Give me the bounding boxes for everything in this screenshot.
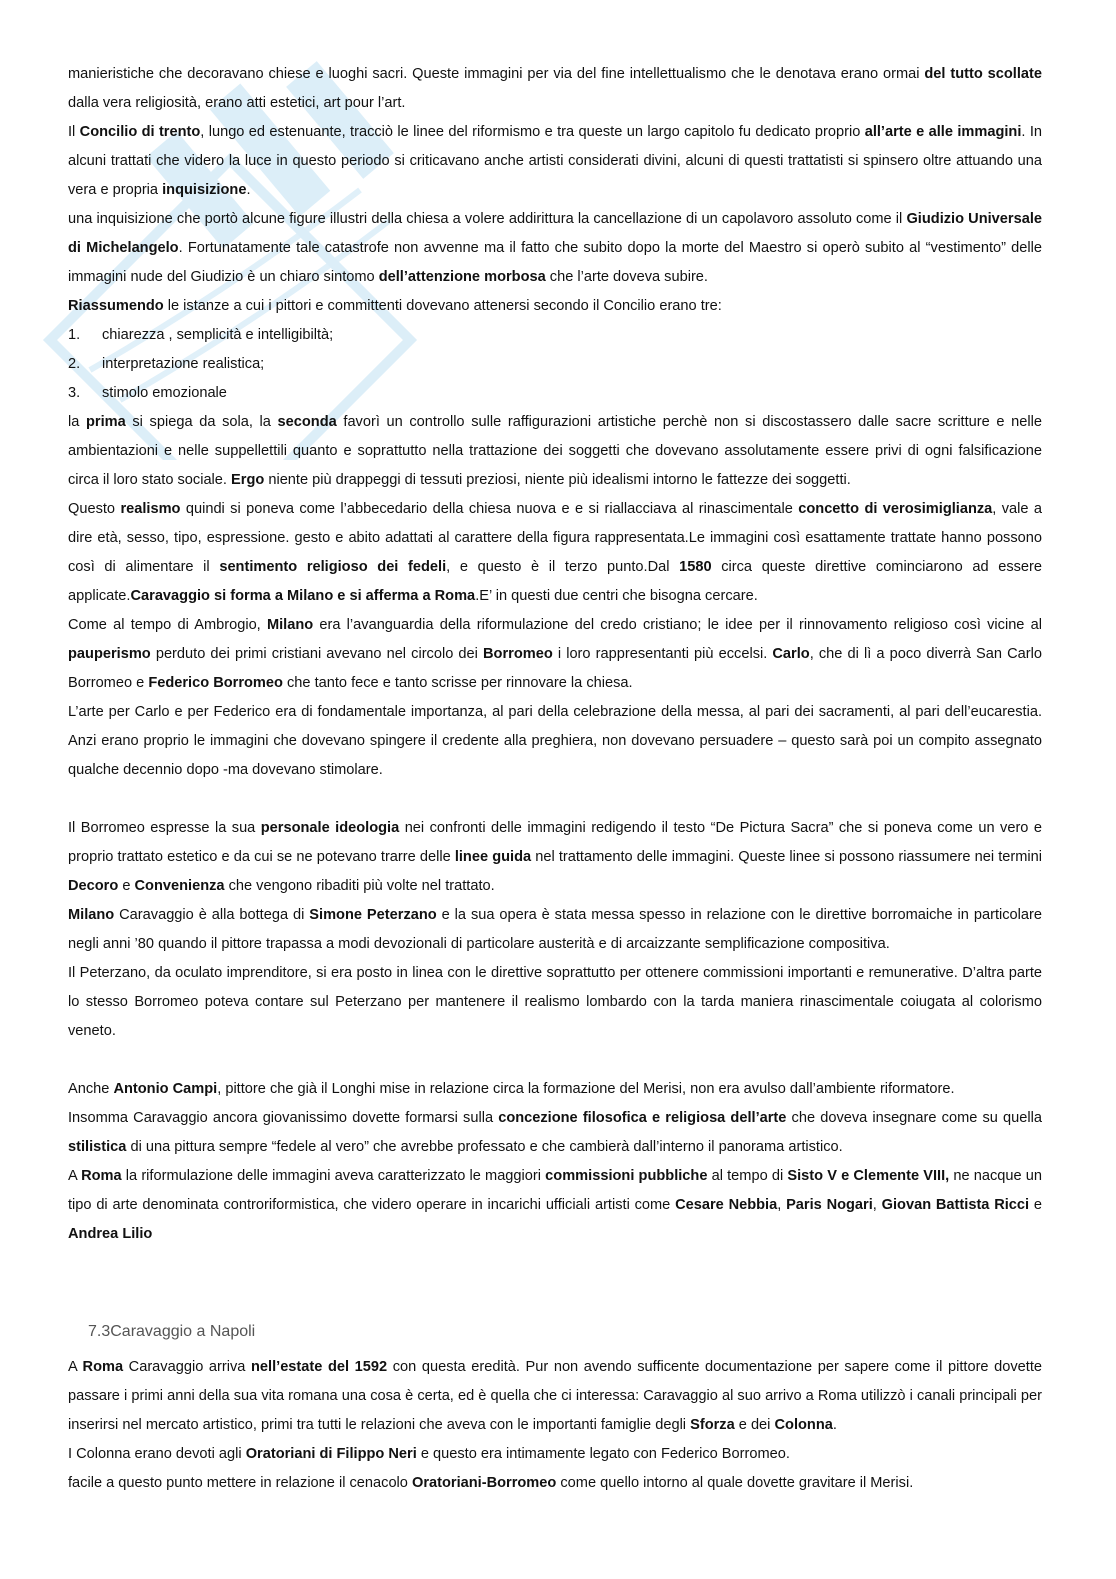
list-item — [68, 321, 1042, 350]
text-run: Come al tempo di Ambrogio, — [68, 617, 267, 633]
text-run: nel trattamento delle immagini. Queste linee si possono riassumere nei termini — [531, 849, 1043, 865]
bold-text: Caravaggio si forma a Milano e si afferma a Roma — [130, 588, 476, 604]
paragraph — [68, 408, 1042, 495]
document-body — [68, 60, 1042, 1498]
bold-text: Sisto V e Clemente VIII, — [787, 1168, 950, 1184]
text-run: si spiega da sola, la — [125, 414, 278, 430]
bold-text: Giovan Battista Ricci — [881, 1197, 1030, 1213]
list-text: chiarezza , semplicità e intelligibiltà; — [102, 327, 334, 343]
paragraph — [68, 814, 1042, 901]
paragraph — [68, 118, 1042, 205]
text-run: e dei — [734, 1417, 775, 1433]
list-text: interpretazione realistica; — [102, 356, 265, 372]
text-run: , lungo ed estenuante, tracciò le linee del riformismo e tra queste un largo capitolo fu dedicato proprio — [200, 124, 865, 140]
paragraph-spacer — [68, 1046, 1042, 1075]
text-run: . — [246, 182, 251, 198]
bold-text: Roma — [82, 1359, 124, 1375]
text-run: ne nacque un tipo di arte denominata controriformistica, che videro operare in incarichi ufficiali artisti come — [68, 1168, 1043, 1213]
text-run: una inquisizione che portò alcune figure illustri della chiesa a volere addirittura la cancellazione di un capolavoro assoluto come il — [68, 211, 907, 227]
bold-text: Antonio Campi — [113, 1081, 218, 1097]
text-run: Insomma Caravaggio ancora giovanissimo dovette formarsi sulla — [68, 1110, 499, 1126]
text-run: , — [872, 1197, 882, 1213]
bold-text: Cesare Nebbia — [675, 1197, 778, 1213]
bold-text: stilistica — [68, 1139, 127, 1155]
text-run: con questa eredità. Pur non avendo sufficente documentazione per sapere come il pittore dovette passare i primi anni della sua vita romana una cosa è certa, ed è quella che ci interessa: Caravaggio al suo arrivo a Roma utilizzò i canali principali per inserirsi nel mercato artistico, primi tra tutti le relazioni che aveva con le importanti famiglie degli — [68, 1359, 1043, 1433]
bold-text: Roma — [81, 1168, 122, 1184]
paragraph — [68, 205, 1042, 292]
bold-text: Milano — [266, 617, 314, 633]
paragraph — [68, 1162, 1042, 1249]
text-run: Il Peterzano, da oculato imprenditore, si era posto in linea con le direttive soprattutto per ottenere commissioni importanti e remunerative. D’altra parte lo stesso Borromeo poteva contare sul Peterzano per mantenere il realismo lombardo con la tarda maniera rinascimentale coiugata al colorismo veneto. — [68, 965, 1042, 1039]
section-borromeo — [68, 814, 1042, 1046]
list-item — [68, 350, 1042, 379]
bold-text: Convenienza — [134, 878, 225, 894]
paragraph — [68, 1104, 1042, 1162]
bold-text: Borromeo — [483, 646, 553, 662]
text-run: perduto dei primi cristiani avevano nel circolo dei — [150, 646, 484, 662]
paragraph — [68, 611, 1042, 698]
text-run: la — [68, 414, 86, 430]
text-run: e — [118, 878, 135, 894]
text-run: la riformulazione delle immagini aveva caratterizzato le maggiori — [121, 1168, 546, 1184]
bold-text: Concilio di trento — [79, 124, 201, 140]
text-run: . — [832, 1417, 837, 1433]
bold-text: Milano — [68, 907, 115, 923]
bold-text: sentimento religioso dei fedeli — [219, 559, 447, 575]
text-run: Caravaggio arriva — [123, 1359, 251, 1375]
bold-text: Ergo — [231, 472, 265, 488]
bold-text: Federico Borromeo — [148, 675, 283, 691]
list-number: 1. — [68, 327, 81, 343]
bold-text: personale ideologia — [260, 820, 400, 836]
text-run: , e questo è il terzo punto.Dal — [446, 559, 680, 575]
bold-text: inquisizione — [162, 182, 247, 198]
text-run: che tanto fece e tanto scrisse per rinnovare la chiesa. — [282, 675, 633, 691]
text-run: Questo — [68, 501, 121, 517]
text-run: Anche — [68, 1081, 114, 1097]
text-run: manieristiche che decoravano chiese e luoghi sacri. Queste immagini per via del fine intellettualismo che le denotava erano ormai — [68, 66, 925, 82]
text-run: . Fortunatamente tale catastrofe non avvenne ma il fatto che subito dopo la morte del Maestro si operò subito al “vestimento” delle immagini nude del Giudizio è un chiaro sintomo — [68, 240, 1042, 285]
text-run: che doveva insegnare come su quella — [786, 1110, 1042, 1126]
text-run: che l’arte doveva subire. — [545, 269, 708, 285]
text-run: facile a questo punto mettere in relazione il cenacolo — [68, 1475, 412, 1491]
bold-text: Simone Peterzano — [309, 907, 437, 923]
text-run: le istanze a cui i pittori e committenti dovevano attenersi secondo il Concilio erano tre: — [163, 298, 722, 314]
text-run: , pittore che già il Longhi mise in relazione circa la formazione del Merisi, non era avulso dall’ambiente riformatore. — [217, 1081, 955, 1097]
bold-text: prima — [86, 414, 126, 430]
text-run: di una pittura sempre “fedele al vero” che avrebbe professato e che cambierà dall’interno il panorama artistico. — [126, 1139, 843, 1155]
bold-text: concezione filosofica e religiosa dell’arte — [498, 1110, 787, 1126]
section-campi-roma — [68, 1075, 1042, 1249]
bold-text: Colonna — [774, 1417, 833, 1433]
text-run: i loro rappresentanti più eccelsi. — [552, 646, 773, 662]
bold-text: del tutto scollate — [924, 66, 1043, 82]
bold-text: dell’attenzione morbosa — [378, 269, 546, 285]
bold-text: Oratoriani di Filippo Neri — [245, 1446, 417, 1462]
paragraph-spacer — [68, 785, 1042, 814]
list-item — [68, 379, 1042, 408]
list-number: 2. — [68, 356, 81, 372]
list-number: 3. — [68, 385, 81, 401]
bold-text: Riassumendo — [68, 298, 164, 314]
paragraph — [68, 1353, 1042, 1440]
text-run: dalla vera religiosità, erano atti estetici, art pour l’art. — [68, 95, 406, 111]
bold-text: linee guida — [454, 849, 532, 865]
text-run: .E’ in questi due centri che bisogna cercare. — [475, 588, 758, 604]
bold-text: Sforza — [690, 1417, 735, 1433]
paragraph — [68, 959, 1042, 1046]
text-run: A — [68, 1168, 82, 1184]
text-run: quindi si poneva come l’abbecedario della chiesa nuova e e si riallacciava al rinascimentale — [180, 501, 799, 517]
text-run: . In alcuni trattati che videro la luce in questo periodo si criticavano anche artisti considerati divini, alcuni di questi trattatisti si spinsero oltre attuando una vera e propria — [68, 124, 1042, 198]
bold-text: concetto di verosimiglianza — [798, 501, 993, 517]
paragraph — [68, 1440, 1042, 1469]
bold-text: all’arte e alle immagini — [864, 124, 1022, 140]
bold-text: Carlo — [772, 646, 810, 662]
text-run: al tempo di — [707, 1168, 788, 1184]
section-intro — [68, 60, 1042, 321]
paragraph — [68, 60, 1042, 118]
paragraph — [68, 901, 1042, 959]
text-run: e — [1029, 1197, 1042, 1213]
text-run: Il — [68, 124, 80, 140]
section-realism — [68, 408, 1042, 785]
text-run: favorì un controllo sulle raffigurazioni artistiche perchè non si discostassero dalle sacre scritture e nelle ambientazioni e nelle suppellettili quanto e soprattutto nella trattazione dei soggetti che dovevano assolutamente essere privi di ogni falsificazione circa il loro stato sociale. — [68, 414, 1042, 488]
text-run: A — [68, 1359, 83, 1375]
text-run: nei confronti delle immagini redigendo il testo “De Pictura Sacra” che si poneva come un vero e proprio trattato estetico e da cui se ne potevano trarre delle — [68, 820, 1043, 865]
text-run: che vengono ribaditi più volte nel trattato. — [224, 878, 495, 894]
text-run: L’arte per Carlo e per Federico era di fondamentale importanza, al pari della celebrazione della messa, al pari dei sacramenti, al pari dell’eucarestia. Anzi erano proprio le immagini che dovevano spingere il credente alla preghiera, non dovevano persuadere – questo sarà poi un compito assegnato qualche decennio dopo -ma dovevano stimolare. — [68, 704, 1042, 778]
numbered-list — [68, 321, 1042, 408]
paragraph — [68, 495, 1042, 611]
bold-text: Giudizio Universale di Michelangelo — [68, 211, 1042, 256]
text-run: circa queste direttive cominciarono ad essere applicate. — [68, 559, 1043, 604]
text-run: I Colonna erano devoti agli — [68, 1446, 246, 1462]
bold-text: pauperismo — [68, 646, 151, 662]
section-caravaggio-roma — [68, 1353, 1042, 1498]
text-run: niente più drappeggi di tessuti preziosi, niente più idealismi intorno le fattezze dei soggetti. — [264, 472, 851, 488]
paragraph-spacer — [68, 1249, 1042, 1307]
section-heading: 7.3Caravaggio a Napoli — [88, 1323, 256, 1340]
list-text: stimolo emozionale — [102, 385, 227, 401]
text-run: , che di lì a poco diverrà San Carlo Borromeo e — [68, 646, 1042, 691]
paragraph — [68, 698, 1042, 785]
bold-text: commissioni pubbliche — [545, 1168, 708, 1184]
paragraph — [68, 1075, 1042, 1104]
text-run: e la sua opera è stata messa spesso in relazione con le direttive borromaiche in particolare negli anni ’80 quando il pittore trapassa a modi devozionali di particolare austerità e di arcaizzante semplificazione compositiva. — [68, 907, 1042, 952]
text-run: e questo era intimamente legato con Federico Borromeo. — [416, 1446, 790, 1462]
text-run: come quello intorno al quale dovette gravitare il Merisi. — [556, 1475, 914, 1491]
paragraph — [68, 1469, 1042, 1498]
bold-text: Oratoriani-Borromeo — [411, 1475, 557, 1491]
text-run: era l’avanguardia della riformulazione del credo cristiano; le idee per il rinnovamento religioso così vicine al — [313, 617, 1042, 633]
bold-text: realismo — [120, 501, 181, 517]
bold-text: 1580 — [679, 559, 712, 575]
bold-text: nell’estate del 1592 — [251, 1359, 388, 1375]
bold-text: Paris Nogari — [786, 1197, 873, 1213]
text-run: Caravaggio è alla bottega di — [114, 907, 310, 923]
bold-text: Andrea Lilio — [68, 1226, 153, 1242]
text-run: Il Borromeo espresse la sua — [68, 820, 261, 836]
text-run: , — [777, 1197, 787, 1213]
text-run: , vale a dire età, sesso, tipo, espressione. gesto e abito adattati al carattere della figura rappresentata.Le immagini così esattamente trattate hanno possono così di alimentare il — [68, 501, 1043, 575]
paragraph — [68, 292, 1042, 321]
bold-text: Decoro — [68, 878, 119, 894]
bold-text: seconda — [277, 414, 337, 430]
